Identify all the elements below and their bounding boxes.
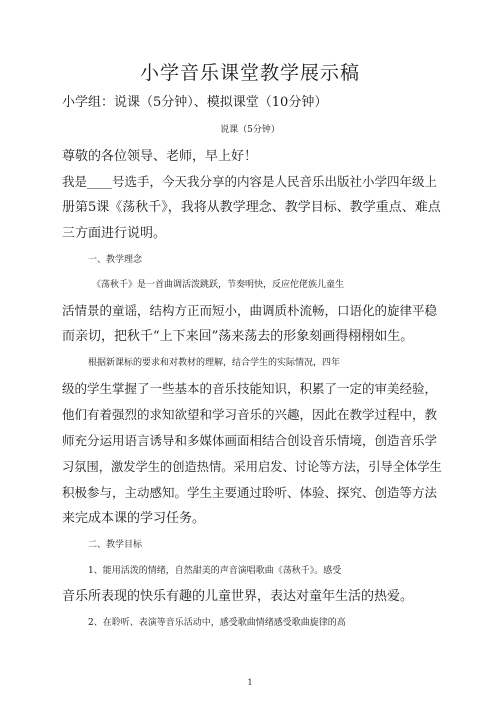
document-title: 小学音乐课堂教学展示稿 — [139, 62, 360, 84]
section-heading: 一、教学理念 — [88, 255, 143, 265]
section-heading: 二、教学目标 — [88, 540, 143, 550]
paragraph-line: 而亲切，把秋千“上下来回”荡来荡去的形象刻画得栩栩如生。 — [62, 329, 414, 344]
page-number: 1 — [247, 678, 253, 687]
paragraph-line: 我是____号选手，今天我分享的内容是人民音乐出版社小学四年级上 — [62, 174, 438, 189]
paragraph-line: 2、在聆听、表演等音乐活动中，感受歌曲情绪感受歌曲旋律的高 — [88, 618, 346, 628]
paragraph-line: 他们有着强烈的求知欲望和学习音乐的兴趣，因此在教学过程中，教 — [62, 407, 438, 422]
paragraph-line: 《荡秋千》是一首曲调活泼跳跃，节奏明快，反应佗佬族儿童生 — [92, 280, 345, 290]
paragraph-line: 册第5课《荡秋千》，我将从教学理念、教学目标、教学重点、难点 — [62, 200, 441, 215]
paragraph-line: 师充分运用语言诱导和多媒体画面相结合创设音乐情境，创造音乐学 — [62, 433, 438, 448]
paragraph-line: 根据新课标的要求和对教材的理解，结合学生的实际情况，四年 — [88, 358, 341, 368]
greeting-line: 尊敬的各位领导、老师，早上好！ — [62, 149, 258, 164]
paragraph-line: 三方面进行说明。 — [62, 226, 167, 241]
paragraph-line: 积极参与，主动感知。学生主要通过聆听、体验、探究、创造等方法 — [62, 485, 438, 500]
paragraph-line: 习氛围，激发学生的创造热情。采用启发、讨论等方法，引导全体学生 — [62, 460, 442, 474]
group-info-line: 小学组：说课（5分钟）、模拟课堂（10分钟） — [62, 95, 328, 110]
paragraph-line: 音乐所表现的快乐有趣的儿童世界，表达对童年生活的热爱。 — [62, 589, 414, 604]
section-subtitle: 说课（5分钟） — [220, 125, 280, 135]
paragraph-line: 活情景的童谣，结构方正而短小，曲调质朴流畅，口语化的旋律平稳 — [62, 303, 438, 318]
paragraph-line: 来完成本课的学习任务。 — [62, 511, 206, 526]
paragraph-line: 1、能用活泼的情绪，自然甜美的声音演唱歌曲《荡秋千》。感受 — [88, 566, 342, 576]
paragraph-line: 级的学生掌握了一些基本的音乐技能知识，积累了一定的审美经验， — [62, 381, 438, 396]
